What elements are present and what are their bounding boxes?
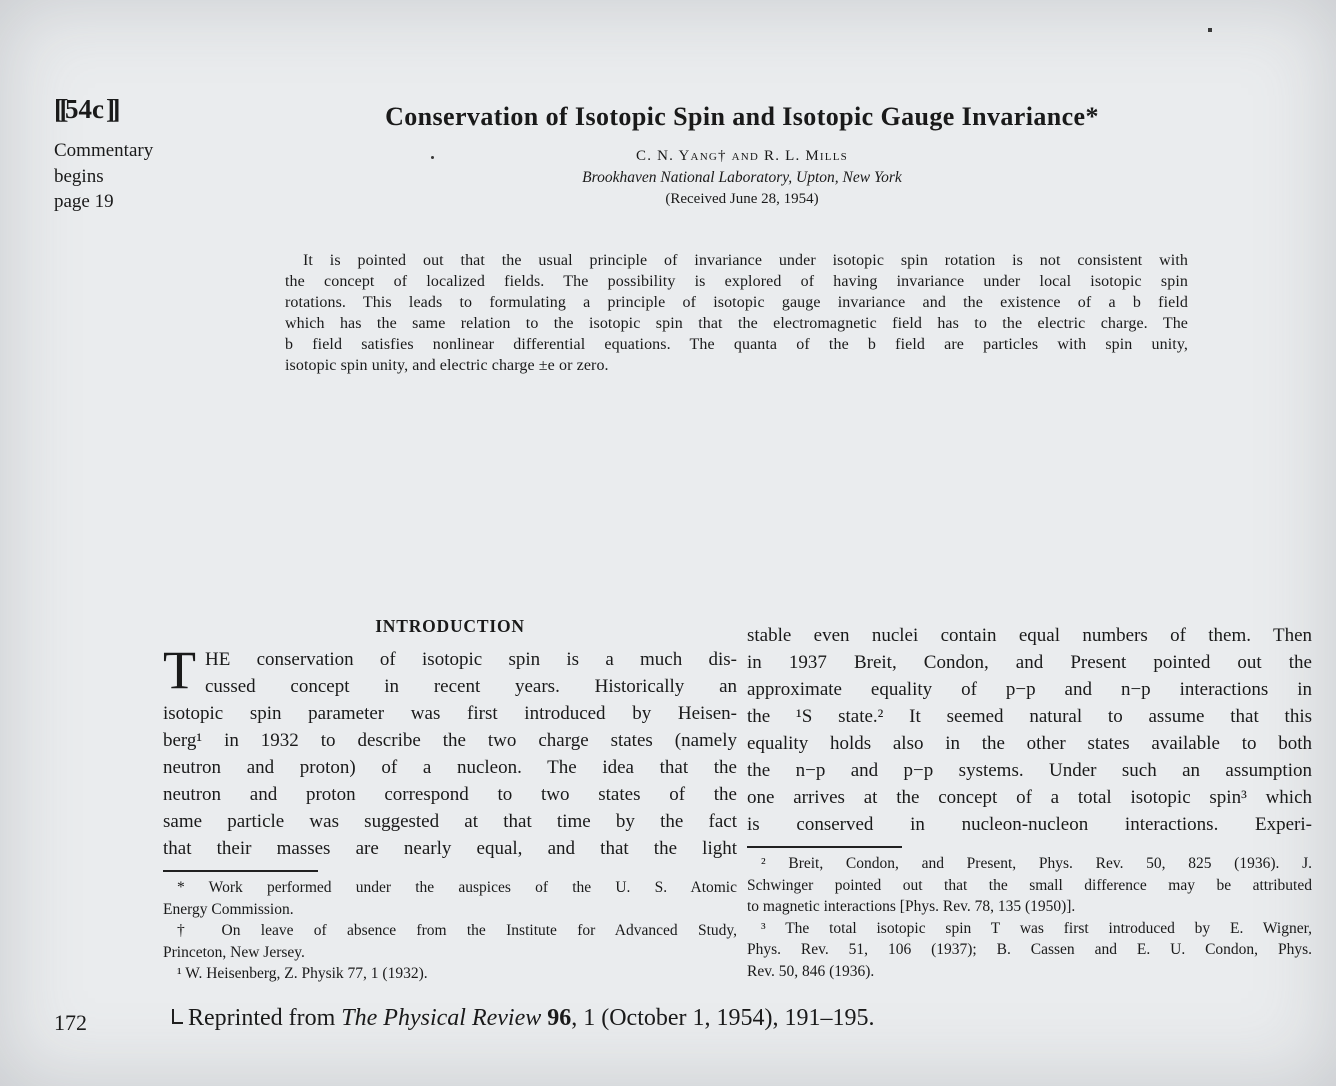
abstract-line: It is pointed out that the usual principle of invariance under isotopic spin rotation is not consistent with	[303, 252, 1188, 269]
body-line: is conserved in nucleon-nucleon interactions. Experi-	[747, 814, 1312, 835]
double-bracket-open-icon: [[	[54, 94, 65, 124]
body-line: neutron and proton correspond to two states of the	[163, 784, 737, 805]
paper-header	[160, 0, 1324, 208]
abstract-line: isotopic spin unity, and electric charge ±e or zero.	[285, 357, 609, 374]
footnote-line: Energy Commission.	[163, 900, 294, 918]
paper-title: Conservation of Isotopic Spin and Isotopic Gauge Invariance*	[385, 102, 1099, 131]
footnote-line: to magnetic interactions [Phys. Rev. 78, 135 (1950)].	[747, 898, 1076, 915]
body-line: HE conservation of isotopic spin is a much dis-	[205, 649, 737, 670]
corner-bracket-icon	[172, 1009, 183, 1024]
affiliation-line: Brookhaven National Laboratory, Upton, New York	[582, 169, 902, 186]
left-column	[163, 615, 737, 985]
footnotes-left	[163, 877, 737, 985]
introduction-paragraph-right	[747, 622, 1312, 838]
abstract-line: rotations. This leads to formulating a principle of isotopic gauge invariance and the existence of a b field	[285, 294, 1188, 311]
footnote-line: ³ The total isotopic spin T was first introduced by E. Wigner,	[761, 919, 1312, 937]
body-line: stable even nuclei contain equal numbers of them. Then	[747, 625, 1312, 646]
right-column	[747, 622, 1312, 982]
footnote-line: Rev. 50, 846 (1936).	[747, 962, 875, 980]
body-line: that their masses are nearly equal, and that the light	[163, 838, 737, 859]
body-line: one arrives at the concept of a total isotopic spin³ which	[747, 787, 1312, 808]
scan-speck	[1208, 28, 1212, 32]
double-bracket-close-icon: ]]	[105, 94, 117, 124]
footnote-line: ² Breit, Condon, and Present, Phys. Rev. 50, 825 (1936). J.	[761, 855, 1312, 872]
body-line: the n−p and p−p systems. Under such an assumption	[747, 760, 1312, 781]
commentary-note-line: begins	[54, 165, 104, 187]
scan-speck	[431, 156, 434, 159]
abstract-line: which has the same relation to the isotopic spin that the electromagnetic field has to the electric charge. The	[285, 315, 1188, 332]
margin-note	[54, 94, 153, 215]
page-number: 172	[54, 1010, 87, 1035]
reprint-credit-line	[172, 1005, 875, 1032]
body-line: cussed concept in recent years. Historically an	[205, 676, 737, 697]
ref-label: 54c	[64, 94, 104, 124]
body-line: equality holds also in the other states available to both	[747, 733, 1312, 754]
body-line: isotopic spin parameter was first introduced by Heisen-	[163, 703, 737, 724]
reprint-prefix: Reprinted from	[188, 1005, 342, 1031]
commentary-ref-number	[54, 94, 153, 124]
drop-cap: T	[163, 640, 196, 700]
footnote-rule	[747, 846, 902, 848]
footnote-line: Princeton, New Jersey.	[163, 943, 305, 961]
section-heading-introduction: INTRODUCTION	[375, 616, 525, 636]
commentary-note-line: Commentary	[54, 140, 154, 161]
footnote-rule	[163, 870, 318, 872]
body-line: approximate equality of p−p and n−p interactions in	[747, 679, 1312, 700]
footnote-line: † On leave of absence from the Institute for Advanced Study,	[177, 922, 737, 939]
abstract-line: the concept of localized fields. The possibility is explored of having invariance under local isotopic spin	[285, 273, 1188, 290]
reprint-rest: , 1 (October 1, 1954), 191–195.	[571, 1005, 875, 1031]
authors-line: C. N. Yang† and R. L. Mills	[636, 148, 848, 164]
body-line: neutron and proton) of a nucleon. The idea that the	[163, 757, 737, 778]
footnote-line: * Work performed under the auspices of the U. S. Atomic	[177, 879, 737, 896]
body-line: in 1937 Breit, Condon, and Present pointed out the	[747, 652, 1312, 673]
abstract	[285, 250, 1188, 376]
journal-volume: 96	[547, 1005, 572, 1031]
footnote-line: ¹ W. Heisenberg, Z. Physik 77, 1 (1932).	[177, 965, 428, 982]
received-date: (Received June 28, 1954)	[665, 191, 819, 207]
body-line: the ¹S state.² It seemed natural to assume that this	[747, 706, 1312, 727]
journal-name: The Physical Review	[341, 1005, 542, 1031]
abstract-line: b field satisfies nonlinear differential equations. The quanta of the b field are particles with spin unity,	[285, 336, 1188, 353]
body-line: berg¹ in 1932 to describe the two charge states (namely	[163, 730, 737, 751]
body-line: same particle was suggested at that time by the fact	[163, 811, 737, 832]
footnote-line: Phys. Rev. 51, 106 (1937); B. Cassen and E. U. Condon, Phys.	[747, 941, 1312, 958]
introduction-paragraph-left	[163, 640, 737, 862]
commentary-note-line: page 19	[54, 191, 114, 212]
commentary-note	[54, 138, 153, 215]
footnote-line: Schwinger pointed out that the small difference may be attributed	[747, 876, 1312, 894]
footnotes-right	[747, 853, 1312, 982]
